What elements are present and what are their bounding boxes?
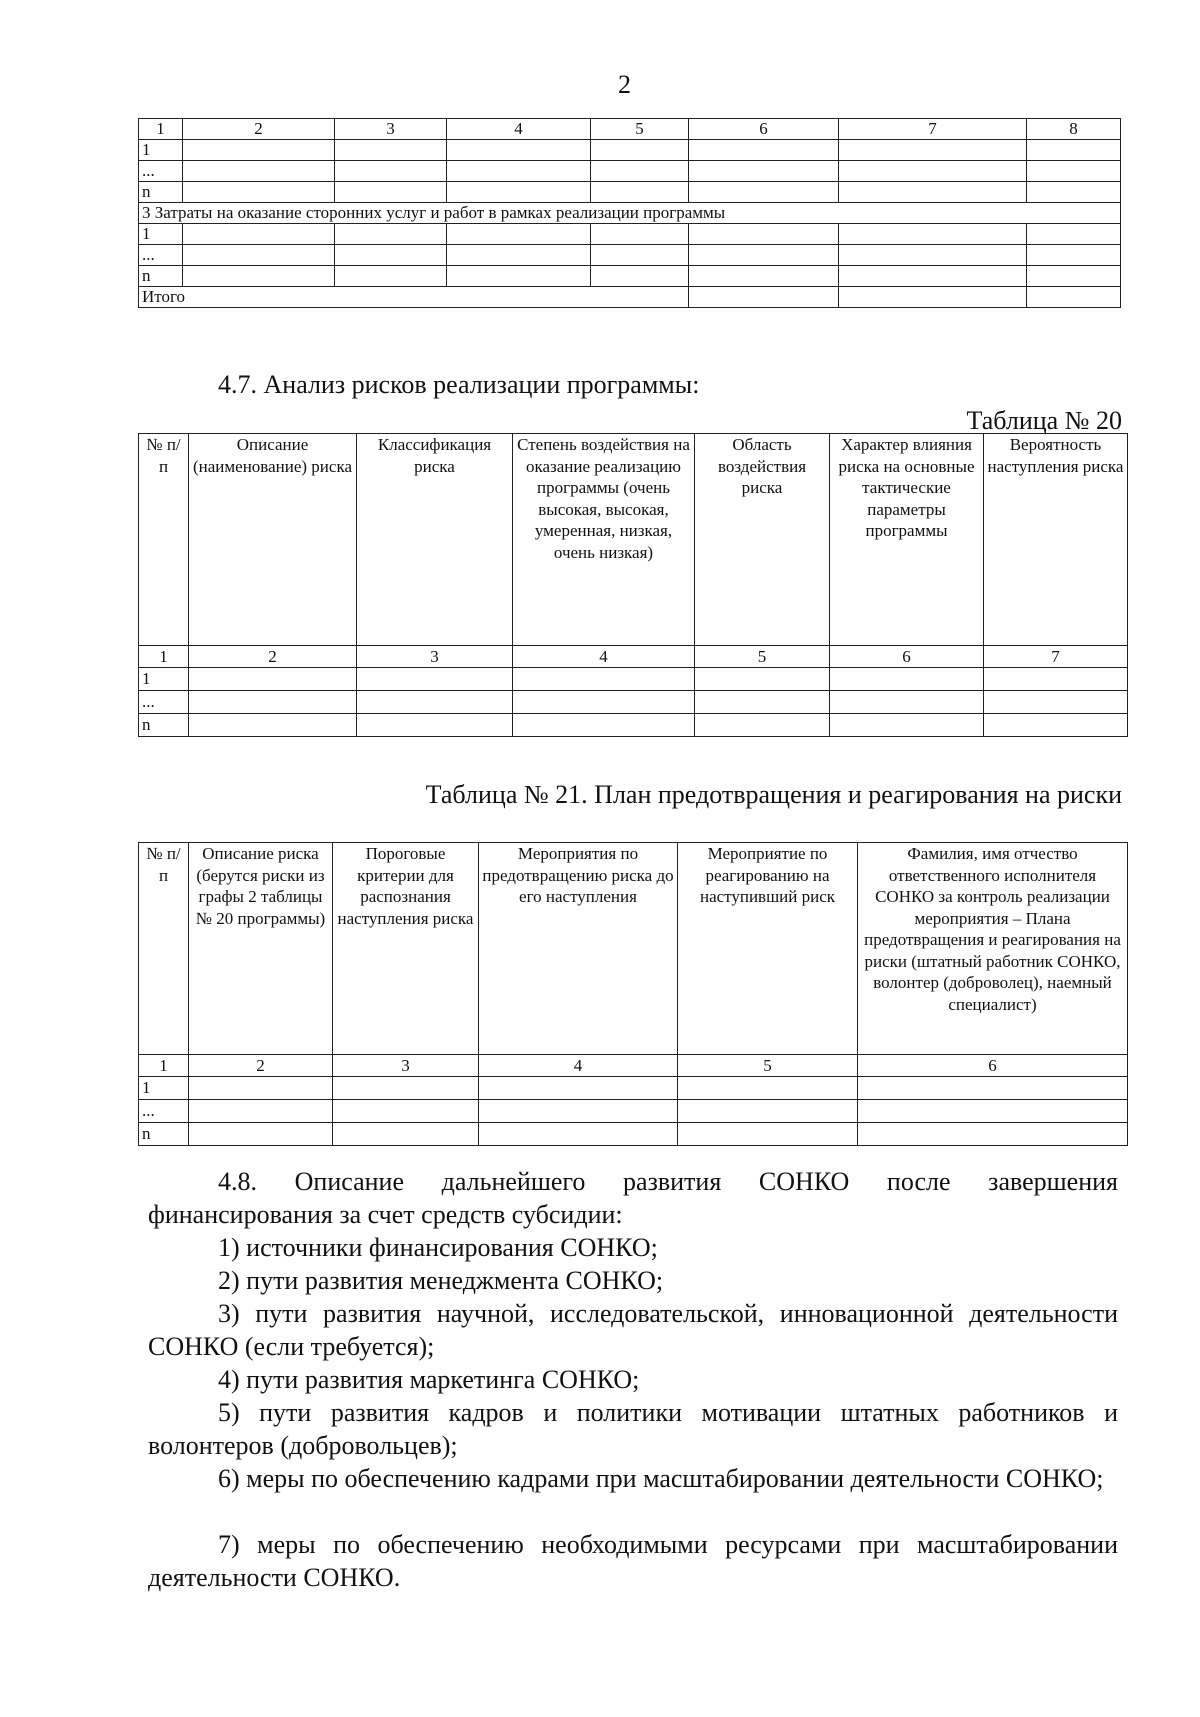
- row-label: 1: [139, 1077, 189, 1100]
- col-number: 1: [139, 119, 183, 140]
- col-number: 7: [984, 646, 1128, 668]
- row-label: ...: [139, 161, 183, 182]
- col-header-number: № п/п: [139, 843, 189, 1055]
- table-header-row: [139, 119, 1121, 140]
- table-20-caption: Таблица № 20: [966, 406, 1122, 435]
- table-row: [139, 245, 1121, 266]
- risk-analysis-table: [138, 433, 1128, 737]
- table-row: [139, 691, 1128, 714]
- row-label: 1: [139, 224, 183, 245]
- col-header-description: Описание (наименование) риска: [189, 434, 357, 646]
- column-numbers-row: [139, 646, 1128, 668]
- row-label: n: [139, 266, 183, 287]
- col-header-impact-area: Область воздействия риска: [695, 434, 830, 646]
- total-label: Итого: [139, 287, 689, 308]
- table-row: [139, 182, 1121, 203]
- col-number: 6: [689, 119, 839, 140]
- col-number: 2: [189, 1055, 333, 1077]
- list-item: 6) меры по обеспечению кадрами при масштабировании деятельности СОНКО;: [218, 1464, 1104, 1493]
- row-label: 1: [139, 668, 189, 691]
- row-label: n: [139, 182, 183, 203]
- col-number: 2: [183, 119, 335, 140]
- table-header-row: [139, 434, 1128, 646]
- list-item: 2) пути развития менеджмента СОНКО;: [218, 1266, 664, 1295]
- row-label: 1: [139, 140, 183, 161]
- section-4-7-heading: 4.7. Анализ рисков реализации программы:: [218, 370, 700, 399]
- col-header-influence-nature: Характер влияния риска на основные тактические параметры программы: [830, 434, 984, 646]
- row-label: ...: [139, 1100, 189, 1123]
- col-header-probability: Вероятность наступления риска: [984, 434, 1128, 646]
- col-number: 3: [357, 646, 513, 668]
- col-number: 4: [513, 646, 695, 668]
- table-row: [139, 1100, 1128, 1123]
- page-number: 2: [618, 70, 631, 99]
- table-row: [139, 1077, 1128, 1100]
- table-row: [139, 140, 1121, 161]
- col-number: 2: [189, 646, 357, 668]
- table-row: [139, 161, 1121, 182]
- list-item: 5) пути развития кадров и политики мотивации штатных работников и волонтеров (добровольцев);: [148, 1398, 1118, 1460]
- list-item: 1) источники финансирования СОНКО;: [218, 1233, 658, 1262]
- col-number: 4: [447, 119, 591, 140]
- col-header-threshold-criteria: Пороговые критерии для распознания наступления риска: [333, 843, 479, 1055]
- expenses-table-continuation: [138, 118, 1121, 308]
- col-number: 5: [678, 1055, 858, 1077]
- total-row: [139, 287, 1121, 308]
- col-number: 1: [139, 1055, 189, 1077]
- table-row: [139, 224, 1121, 245]
- col-number: 6: [830, 646, 984, 668]
- list-item: 7) меры по обеспечению необходимыми ресурсами при масштабировании деятельности СОНКО.: [148, 1530, 1118, 1592]
- section-4-8-intro: 4.8. Описание дальнейшего развития СОНКО после завершения финансирования за счет средств субсидии:: [148, 1167, 1118, 1229]
- risk-response-plan-table: [138, 842, 1128, 1146]
- col-header-number: № п/п: [139, 434, 189, 646]
- col-number: 8: [1027, 119, 1121, 140]
- row-label: n: [139, 1123, 189, 1146]
- col-header-prevention-measures: Мероприятия по предотвращению риска до его наступления: [479, 843, 678, 1055]
- col-number: 7: [839, 119, 1027, 140]
- table-header-row: [139, 843, 1128, 1055]
- table-row: [139, 1123, 1128, 1146]
- col-number: 1: [139, 646, 189, 668]
- row-label: n: [139, 714, 189, 737]
- col-header-risk-description: Описание риска (берутся риски из графы 2 таблицы № 20 программы): [189, 843, 333, 1055]
- col-number: 5: [591, 119, 689, 140]
- list-item: 4) пути развития маркетинга СОНКО;: [218, 1365, 640, 1394]
- section-row: [139, 203, 1121, 224]
- col-number: 5: [695, 646, 830, 668]
- col-number: 4: [479, 1055, 678, 1077]
- table-row: [139, 714, 1128, 737]
- col-number: 3: [335, 119, 447, 140]
- section-3-title: 3 Затраты на оказание сторонних услуг и работ в рамках реализации программы: [139, 203, 1121, 224]
- col-number: 3: [333, 1055, 479, 1077]
- row-label: ...: [139, 691, 189, 714]
- table-21-caption: Таблица № 21. План предотвращения и реагирования на риски: [425, 780, 1122, 809]
- table-row: [139, 266, 1121, 287]
- col-header-classification: Классификация риска: [357, 434, 513, 646]
- column-numbers-row: [139, 1055, 1128, 1077]
- table-row: [139, 668, 1128, 691]
- col-header-responsible-person: Фамилия, имя отчество ответственного исполнителя СОНКО за контроль реализации мероприятия – Плана предотвращения и реагирования на риски (штатный работник СОНКО, волонтер (доброволец), наемный специалист): [858, 843, 1128, 1055]
- list-item: 3) пути развития научной, исследовательской, инновационной деятельности СОНКО (если требуется);: [148, 1299, 1118, 1361]
- col-number: 6: [858, 1055, 1128, 1077]
- col-header-impact-degree: Степень воздействия на оказание реализацию программы (очень высокая, высокая, умеренная, низкая, очень низкая): [513, 434, 695, 646]
- col-header-response-measure: Мероприятие по реагированию на наступивший риск: [678, 843, 858, 1055]
- row-label: ...: [139, 245, 183, 266]
